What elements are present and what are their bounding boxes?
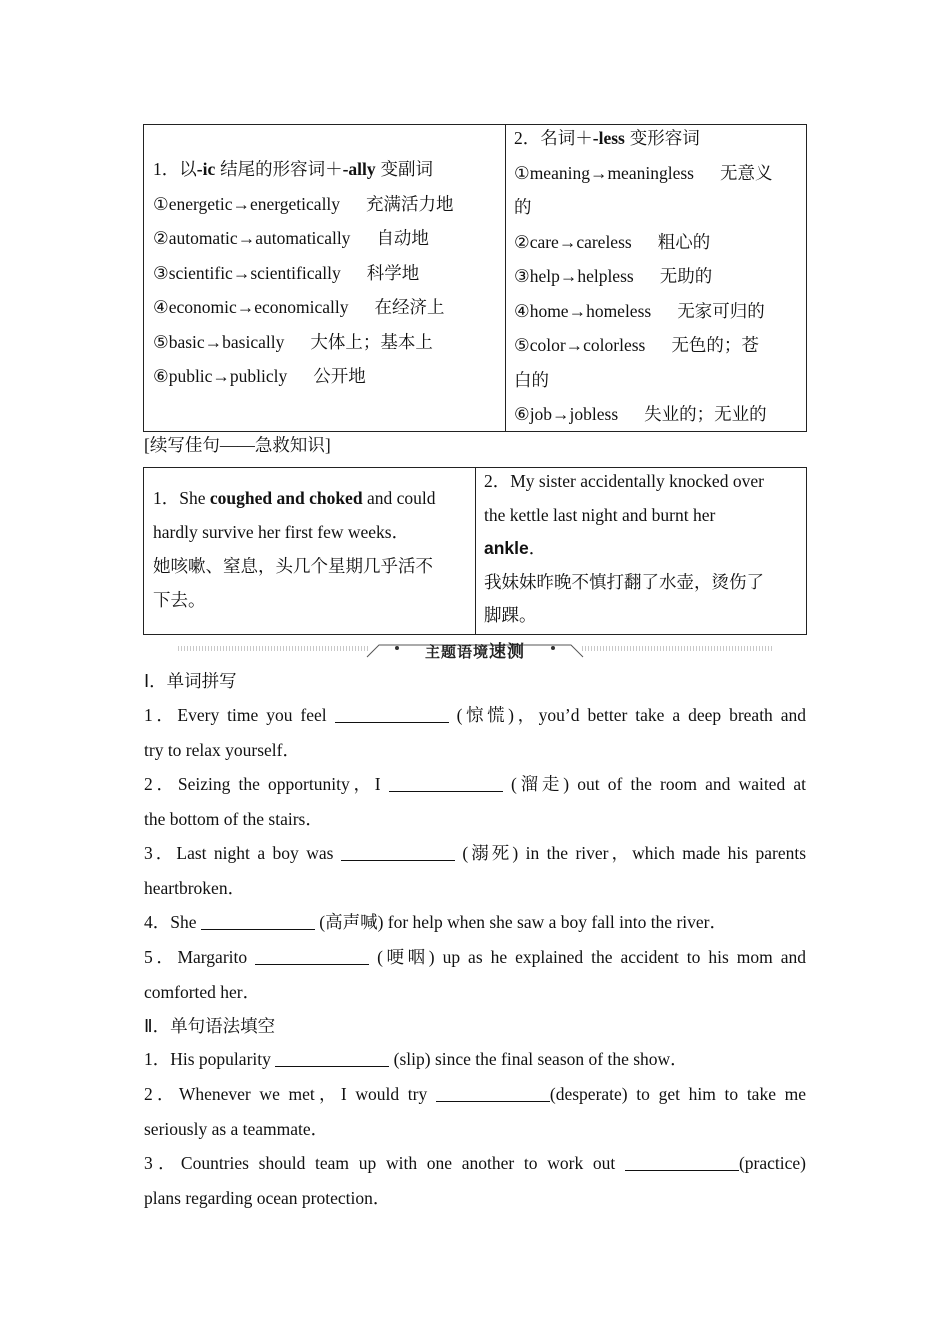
question <box>144 1146 806 1215</box>
question <box>144 698 806 767</box>
answer-blank[interactable] <box>436 1085 550 1102</box>
list-item: ④home→homeless 无家可归的 <box>514 300 765 321</box>
question <box>144 836 806 905</box>
answer-blank[interactable] <box>201 913 315 930</box>
list-item-continued: 的 <box>514 197 532 217</box>
question-line: 5．Margarito (哽咽) up as he explained the accident to his mom and <box>144 947 806 967</box>
list-item: ②care→careless 粗心的 <box>514 231 711 252</box>
question <box>144 940 806 1009</box>
question-line: 2．Whenever we met，I would try (desperate) to get him to take me <box>144 1084 807 1104</box>
sentence-2-line-1: 2．My sister accidentally knocked over <box>484 471 764 491</box>
topic-banner <box>178 637 772 662</box>
answer-blank[interactable] <box>255 948 369 965</box>
table-divider <box>475 468 476 634</box>
list-item: ⑤color→colorless 无色的；苍 <box>514 335 759 355</box>
question <box>144 767 806 836</box>
question-line: 3．Countries should team up with one another to work out (practice) <box>144 1153 806 1173</box>
question-line: 4．She (高声喊) for help when she saw a boy fall into the river． <box>144 912 727 932</box>
less-heading: 2．名词＋-less 变形容词 <box>514 128 700 148</box>
part2-title: Ⅱ．单句语法填空 <box>144 1016 276 1036</box>
list-item: ④economic→economically 在经济上 <box>153 297 445 317</box>
sentence-2-translation: 我妹妹昨晚不慎打翻了水壶，烫伤了 <box>484 571 764 592</box>
list-item: ①meaning→meaningless 无意义 <box>514 162 773 183</box>
list-item: ①energetic→energetically 充满活力地 <box>153 193 454 214</box>
suffix-table-left-cell <box>153 125 503 431</box>
banner-title: 主题语境速测 <box>424 642 525 662</box>
list-item-continued: 白的 <box>514 369 549 390</box>
list-item: ②automatic→automatically 自动地 <box>153 228 429 248</box>
question-line: plans regarding ocean protection． <box>144 1187 391 1208</box>
table-divider <box>505 125 506 431</box>
list-item: ③help→helpless 无助的 <box>514 266 713 286</box>
answer-blank[interactable] <box>389 775 503 792</box>
question-line: 1．Every time you feel (惊慌)，you’d better take a deep breath and <box>144 705 807 725</box>
ic-ally-heading: 1．以-ic 结尾的形容词＋-ally 变副词 <box>153 159 434 179</box>
question-line: the bottom of the stairs． <box>144 808 323 829</box>
sentence-1-line-2: hardly survive her first few weeks． <box>153 522 410 542</box>
sentence-2-line-3: ankle． <box>484 538 547 559</box>
sentence-2-line-2: the kettle last night and burnt her <box>484 504 716 525</box>
sentence-2-cell <box>484 465 804 634</box>
sentence-1-translation-cont: 下去。 <box>153 590 206 610</box>
answer-blank[interactable] <box>335 706 449 723</box>
sentence-1-cell <box>153 468 471 634</box>
question-line: comforted her． <box>144 981 261 1002</box>
question-line: heartbroken． <box>144 877 246 898</box>
sentence-table <box>143 467 807 635</box>
question-line: 2．Seizing the opportunity，I (溜走) out of the room and waited at <box>144 774 807 794</box>
answer-blank[interactable] <box>625 1154 739 1171</box>
list-item: ⑥job→jobless 失业的；无业的 <box>514 404 767 424</box>
suffix-table <box>143 124 807 432</box>
question-line: try to relax yourself． <box>144 739 300 760</box>
question <box>144 1042 806 1077</box>
section-label: [续写佳句——急救知识] <box>144 435 331 455</box>
answer-blank[interactable] <box>341 844 455 861</box>
answer-blank[interactable] <box>275 1050 389 1067</box>
question <box>144 905 806 940</box>
list-item: ⑤basic→basically 大体上；基本上 <box>153 331 433 352</box>
sentence-2-translation-cont: 脚踝。 <box>484 605 537 626</box>
list-item: ③scientific→scientifically 科学地 <box>153 262 420 283</box>
question-line: 1．His popularity (slip) since the final season of the show． <box>144 1049 688 1069</box>
suffix-table-right-cell <box>514 121 802 431</box>
question <box>144 1077 806 1146</box>
sentence-1-translation: 她咳嗽、窒息，头几个星期几乎活不 <box>153 556 433 576</box>
list-item: ⑥public→publicly 公开地 <box>153 366 366 386</box>
part1-title: Ⅰ．单词拼写 <box>144 671 237 691</box>
sentence-1-line-1: 1．She coughed and choked and could <box>153 488 436 508</box>
question-line: 3．Last night a boy was (溺死) in the river，which made his parents <box>144 843 807 863</box>
question-line: seriously as a teammate． <box>144 1118 329 1139</box>
